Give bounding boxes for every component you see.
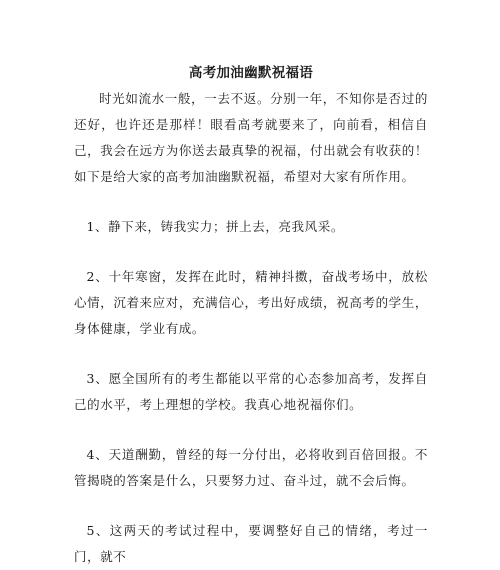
wish-item-1: 1、静下来，铸我实力；拼上去，亮我风采。	[86, 219, 344, 234]
intro-paragraph: 时光如流水一般，一去不返。分别一年，不知你是否过的还好，也许还是那样！眼看高考就要来了，向前看，相信自己，我会在远方为你送去最真挚的祝福，付出就会有收获的！如下是给大家的高考加油幽默祝福，希望对大家有所作用。	[74, 91, 428, 184]
wish-item-5: 5、这两天的考试过程中，要调整好自己的情绪，考过一门，就不	[74, 523, 428, 564]
wish-item-3: 3、愿全国所有的考生都能以平常的心态参加高考，发挥自己的水平，考上理想的学校。我真心地祝福你们。	[74, 371, 428, 412]
document-title: 高考加油幽默祝福语	[188, 65, 314, 81]
wish-item-2: 2、十年寒窗，发挥在此时，精神抖擞，奋战考场中，放松心情，沉着来应对，充满信心，考出好成绩，祝高考的学生，身体健康，学业有成。	[74, 269, 428, 336]
wish-item-4: 4、天道酬勤，曾经的每一分付出，必将收到百倍回报。不管揭晓的答案是什么，只要努力过、奋斗过，就不会后悔。	[74, 447, 428, 488]
